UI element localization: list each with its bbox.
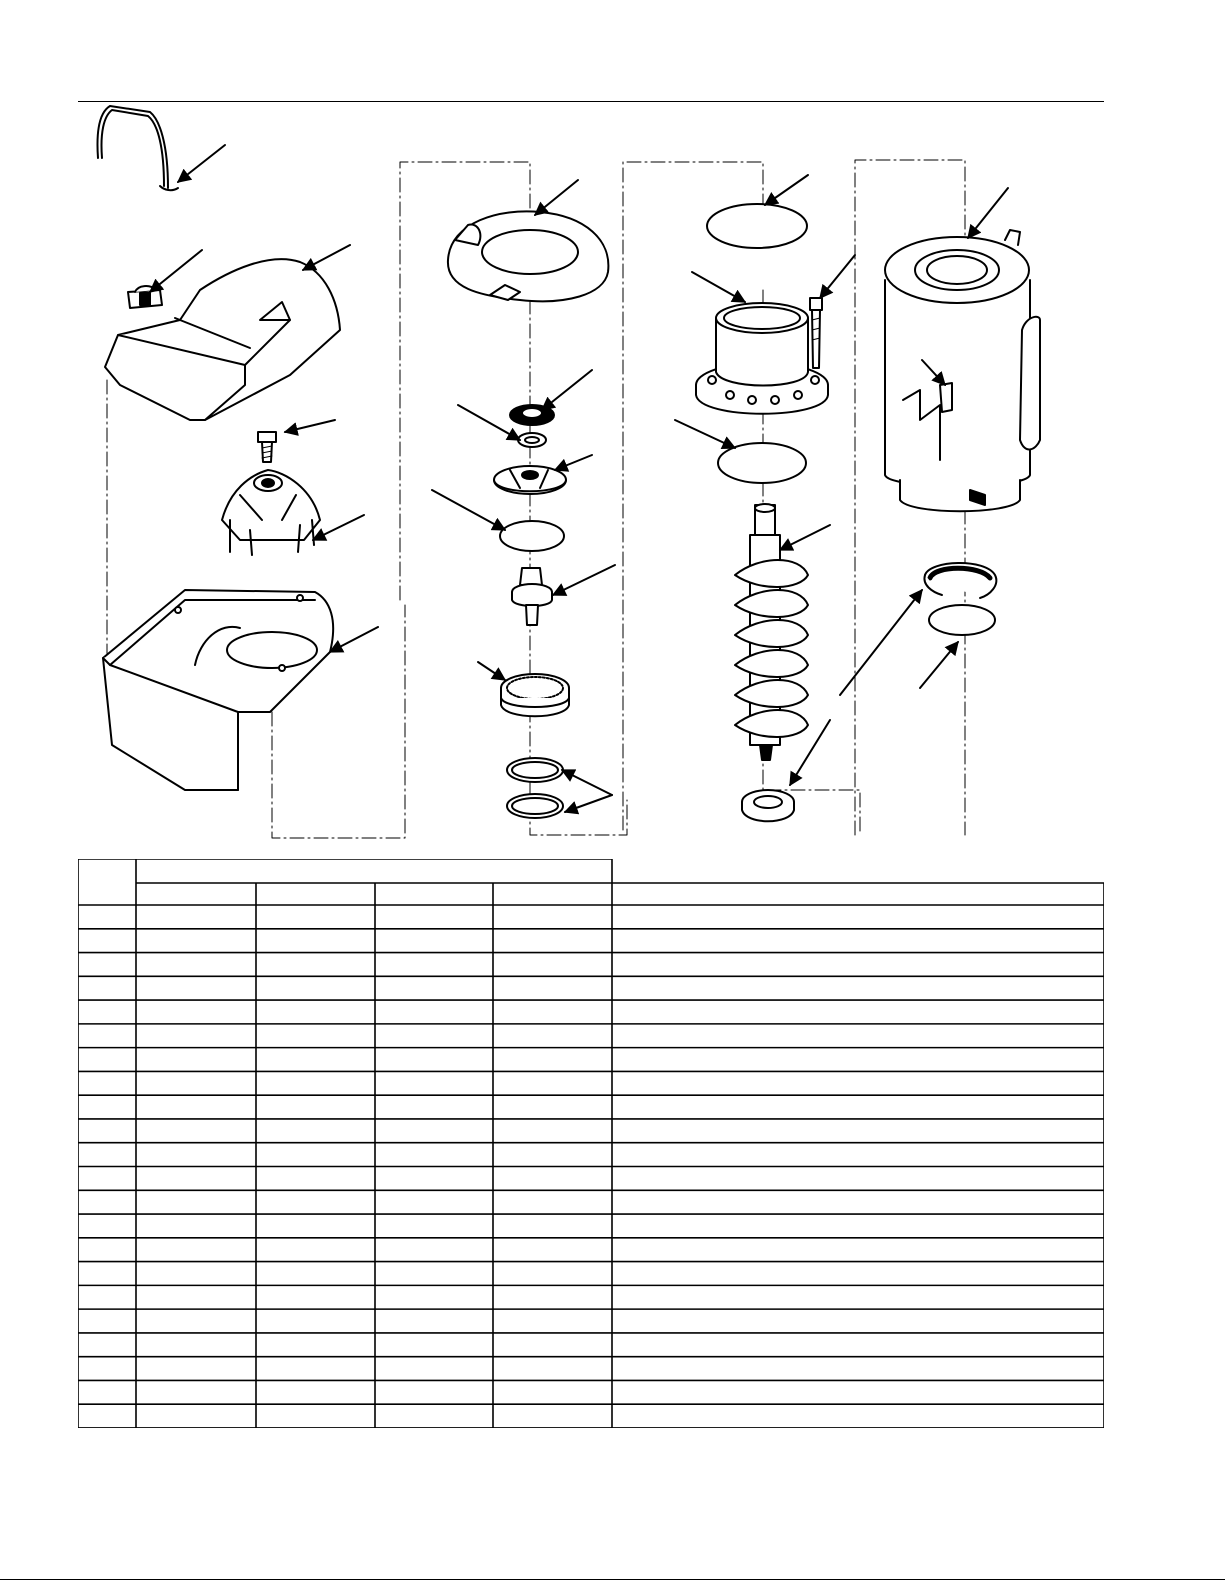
seal-part-lower xyxy=(742,790,794,821)
bearing-part xyxy=(501,674,569,716)
parts-list-table xyxy=(78,859,1104,1428)
washer-part xyxy=(518,433,546,447)
leader-arrow-11 xyxy=(432,490,505,530)
leader-arrow-17 xyxy=(820,255,855,298)
leader-arrow-3 xyxy=(303,245,350,270)
leader-arrow-16 xyxy=(692,272,745,302)
clamp-part xyxy=(128,286,162,308)
leader-arrow-8 xyxy=(542,370,592,410)
leader-arrow-19 xyxy=(780,525,830,550)
snap-rings-part xyxy=(507,758,563,818)
leader-arrow-12 xyxy=(553,565,615,595)
leader-arrow-15 xyxy=(765,175,808,205)
leader-arrow-7 xyxy=(535,180,578,215)
leader-arrow-2 xyxy=(150,250,202,292)
gasket-part-a xyxy=(500,521,564,551)
leader-arrow-14b xyxy=(565,795,612,812)
motor-part xyxy=(885,230,1040,511)
bottom-rule xyxy=(0,1579,1225,1580)
splash-ring-part xyxy=(448,211,608,301)
leader-arrow-4 xyxy=(285,420,335,432)
flange-sleeve-part xyxy=(696,303,828,414)
gasket-part-c xyxy=(929,605,995,635)
leader-arrow-1 xyxy=(178,145,225,182)
leader-arrow-6 xyxy=(330,627,378,652)
leader-arrow-21 xyxy=(968,188,1008,238)
coupling-part xyxy=(512,568,552,625)
o-ring-part xyxy=(707,204,807,248)
housing-cover-part xyxy=(105,259,340,420)
impeller-part xyxy=(222,470,320,555)
leader-arrow-14a xyxy=(562,770,612,795)
leader-arrow-24 xyxy=(920,642,958,688)
retainer-ring-part xyxy=(924,563,996,598)
wire-clip-part xyxy=(98,106,179,190)
leader-arrow-23 xyxy=(840,590,922,695)
leader-arrow-10 xyxy=(555,455,592,470)
seal-part xyxy=(510,405,554,425)
bolt-part xyxy=(258,432,276,462)
leader-arrow-13 xyxy=(478,662,505,680)
base-housing-part xyxy=(103,590,333,790)
leader-arrow-18 xyxy=(675,420,735,448)
set-screw-part xyxy=(810,298,822,368)
gasket-part-b xyxy=(718,443,806,483)
leader-arrow-9 xyxy=(458,405,520,440)
